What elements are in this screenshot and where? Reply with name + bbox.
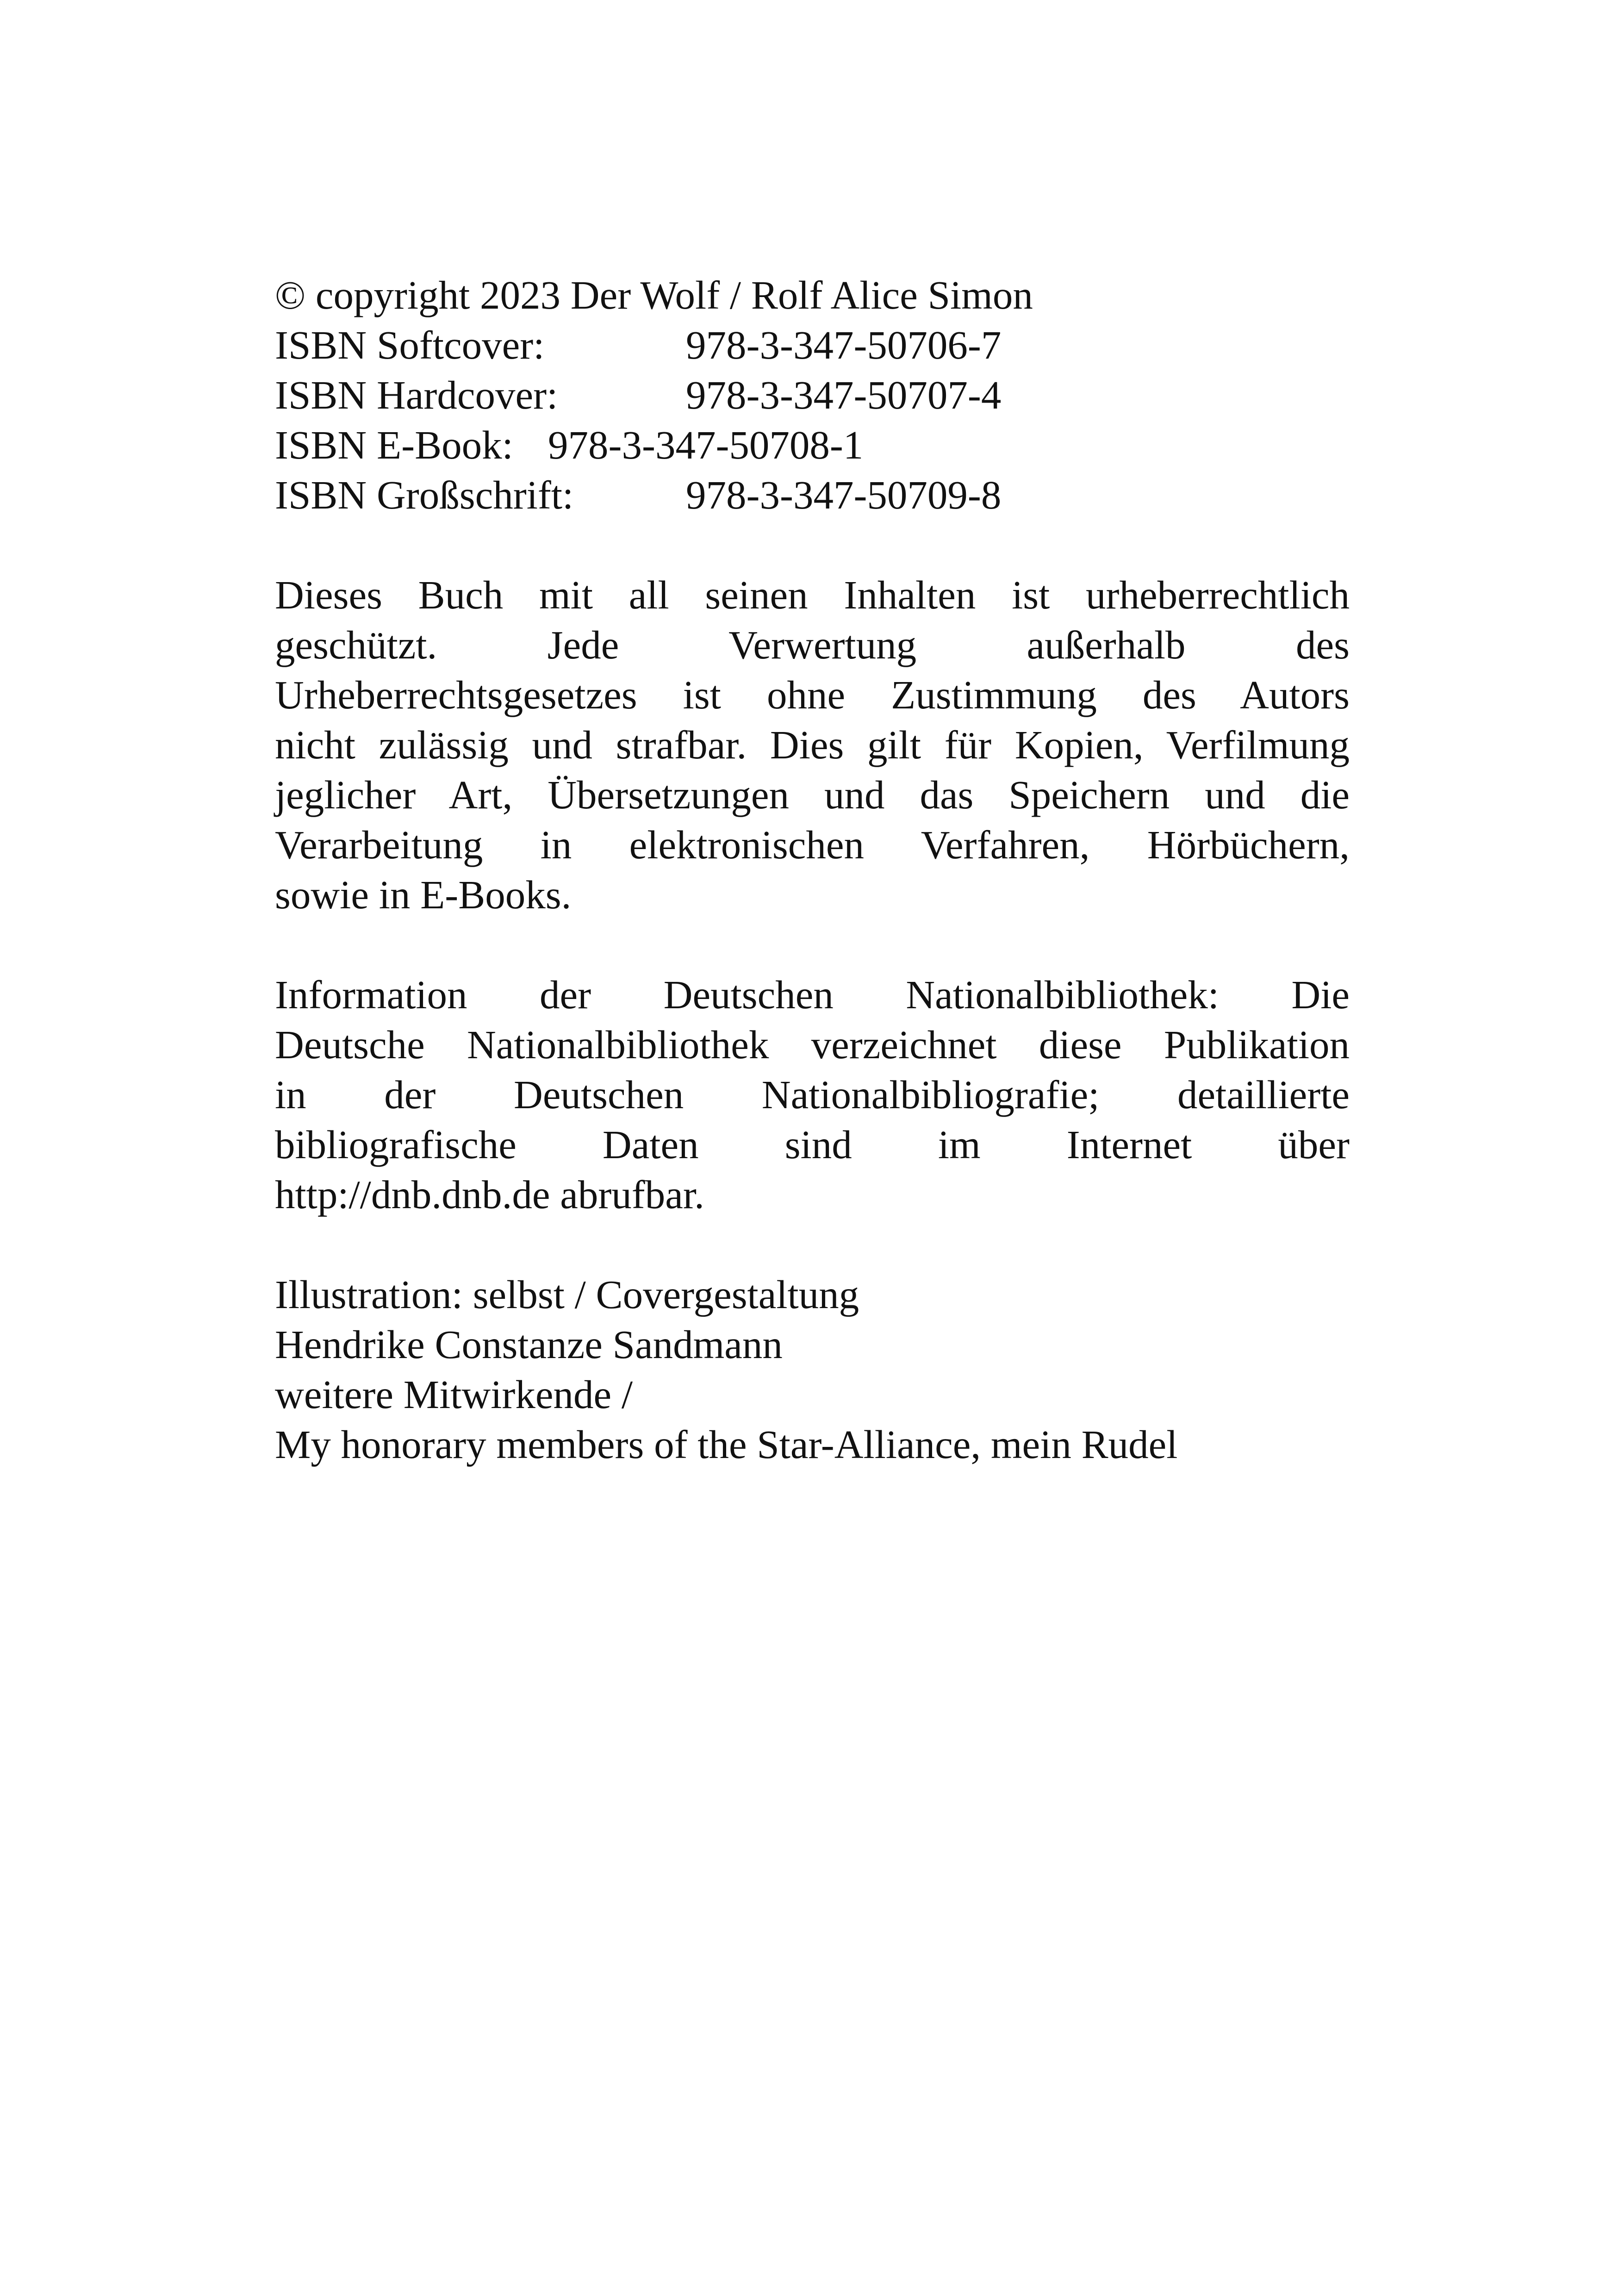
- paragraph-line: Information der Deutschen Nationalbibliothek: Die: [275, 972, 1350, 1017]
- paragraph-line: Urheberrechtsgesetzes ist ohne Zustimmung des Autors: [275, 672, 1350, 717]
- isbn-label: ISBN Hardcover:: [275, 372, 558, 417]
- credit-line: weitere Mitwirkende /: [275, 1372, 633, 1417]
- spacer: [275, 920, 1350, 970]
- credit-line: My honorary members of the Star-Alliance, mein Rudel: [275, 1422, 1178, 1467]
- paragraph-line: in der Deutschen Nationalbibliografie; detaillierte: [275, 1072, 1350, 1117]
- isbn-softcover: [275, 320, 1350, 370]
- imprint-content: [275, 270, 1350, 1470]
- paragraph-line: sowie in E-Books.: [275, 872, 572, 917]
- dnb-link-line: http://dnb.dnb.de abrufbar.: [275, 1172, 704, 1217]
- isbn-hardcover: [275, 370, 1350, 420]
- paragraph-line: Verarbeitung in elektronischen Verfahren, Hörbüchern,: [275, 822, 1350, 867]
- dnb-paragraph: [275, 970, 1350, 1220]
- isbn-list: [275, 320, 1350, 520]
- paragraph-line: Deutsche Nationalbibliothek verzeichnet diese Publikation: [275, 1022, 1350, 1067]
- credit-line: Illustration: selbst / Covergestaltung: [275, 1272, 859, 1317]
- copyright-line: © copyright 2023 Der Wolf / Rolf Alice Simon: [275, 273, 1033, 317]
- paragraph-line: jeglicher Art, Übersetzungen und das Speichern und die: [275, 772, 1350, 817]
- credits: [275, 1270, 1350, 1470]
- spacer: [275, 1220, 1350, 1270]
- isbn-label: ISBN Softcover:: [275, 323, 545, 367]
- paragraph-line: bibliografische Daten sind im Internet über: [275, 1122, 1350, 1167]
- isbn-ebook: [275, 420, 1350, 470]
- isbn-grossschrift: [275, 470, 1350, 520]
- rights-paragraph: [275, 570, 1350, 920]
- paragraph-line: nicht zulässig und strafbar. Dies gilt für Kopien, Verfilmung: [275, 722, 1350, 767]
- isbn-value: 978-3-347-50709-8: [686, 472, 1002, 517]
- isbn-value: 978-3-347-50708-1: [548, 422, 864, 467]
- credit-line: Hendrike Constanze Sandmann: [275, 1322, 783, 1367]
- isbn-label: ISBN E-Book:: [275, 422, 513, 467]
- paragraph-line: geschützt. Jede Verwertung außerhalb des: [275, 622, 1350, 667]
- isbn-value: 978-3-347-50707-4: [686, 372, 1002, 417]
- paragraph-line: Dieses Buch mit all seinen Inhalten ist urheberrechtlich: [275, 572, 1350, 617]
- isbn-value: 978-3-347-50706-7: [686, 323, 1002, 367]
- isbn-label: ISBN Großschrift:: [275, 472, 574, 517]
- spacer: [275, 520, 1350, 570]
